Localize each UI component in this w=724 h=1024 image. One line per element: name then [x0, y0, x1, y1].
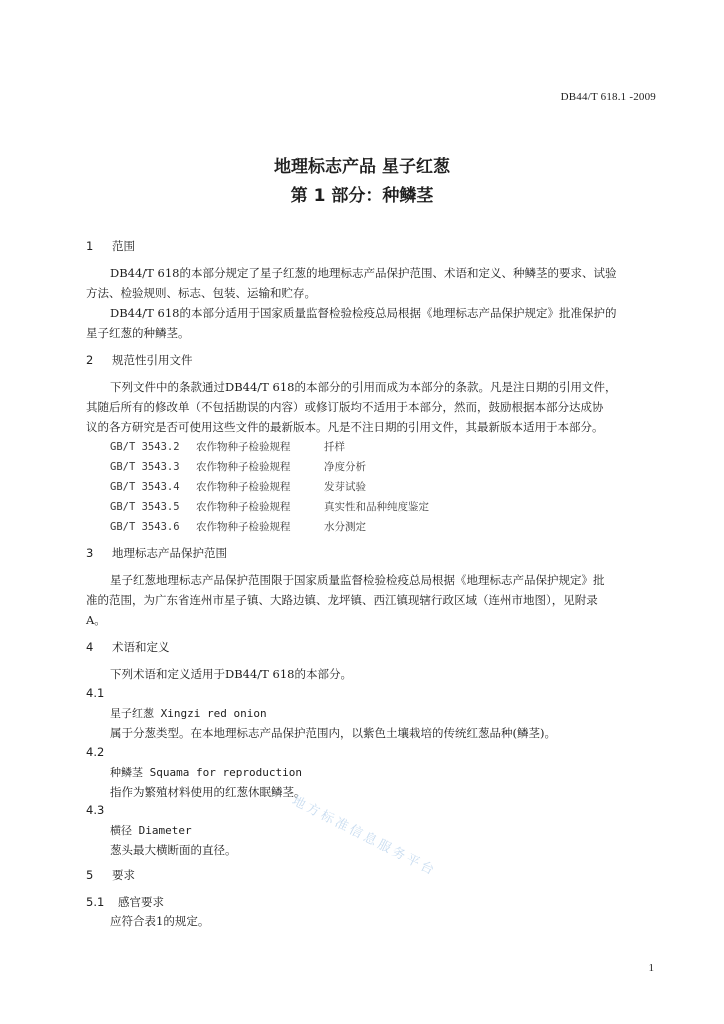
- term-name: 种鳞茎 Squama for reproduction: [110, 766, 302, 779]
- reference-part: 净度分析: [324, 461, 366, 473]
- term-number: 4.1: [86, 686, 105, 700]
- reference-name: 农作物种子检验规程: [196, 481, 291, 493]
- paragraph-line: 其随后所有的修改单（不包括勘误的内容）或修订版均不适用于本部分，然而，鼓励根据本部分达成协: [86, 400, 604, 414]
- subsection-title: 感官要求: [118, 895, 164, 909]
- document-id: DB44/T 618.1 -2009: [560, 91, 656, 103]
- subsection-heading: [86, 894, 164, 910]
- reference-name: 农作物种子检验规程: [196, 501, 291, 513]
- term-name: 横径 Diameter: [110, 824, 192, 837]
- reference-part: 真实性和品种纯度鉴定: [324, 501, 429, 513]
- term-definition: 葱头最大横断面的直径。: [110, 843, 237, 857]
- section-title: 地理标志产品保护范围: [112, 546, 227, 560]
- subsection-number: 5.1: [86, 895, 105, 909]
- paragraph-line: DB44/T 618的本部分适用于国家质量监督检验检疫总局根据《地理标志产品保护规定》批准保护的: [110, 306, 617, 320]
- page-number: 1: [648, 962, 654, 974]
- reference-name: 农作物种子检验规程: [196, 441, 291, 453]
- section-3-heading: [86, 545, 227, 561]
- section-title: 要求: [112, 868, 135, 882]
- reference-name: 农作物种子检验规程: [196, 521, 291, 533]
- reference-code: GB/T 3543.2: [110, 441, 180, 453]
- reference-item: [110, 439, 345, 454]
- paragraph-line: 议的各方研究是否可使用这些文件的最新版本。凡是不注日期的引用文件，其最新版本适用于本部分。: [86, 420, 604, 434]
- paragraph-line: A。: [86, 613, 106, 627]
- reference-item: [110, 479, 366, 494]
- section-number: 1: [86, 239, 94, 253]
- reference-name: 农作物种子检验规程: [196, 461, 291, 473]
- paragraph-line: 星子红葱地理标志产品保护范围限于国家质量监督检验检疫总局根据《地理标志产品保护规定》批: [110, 573, 605, 587]
- section-2-heading: [86, 352, 193, 368]
- document-title: 地理标志产品 星子红葱: [274, 157, 450, 177]
- section-number: 3: [86, 546, 94, 560]
- reference-item: [110, 459, 366, 474]
- reference-part: 水分测定: [324, 521, 366, 533]
- section-number: 4: [86, 640, 94, 654]
- term-definition: 指作为繁殖材料使用的红葱休眠鳞茎。: [110, 785, 306, 799]
- term-name: 星子红葱 Xingzi red onion: [110, 707, 267, 720]
- section-number: 2: [86, 353, 94, 367]
- document-subtitle: 第 1 部分：种鳞茎: [290, 186, 434, 206]
- watermark: 地方标准信息服务平台: [289, 793, 439, 880]
- section-number: 5: [86, 868, 94, 882]
- paragraph-line: DB44/T 618的本部分规定了星子红葱的地理标志产品保护范围、术语和定义、种鳞茎的要求、试验: [110, 266, 617, 280]
- reference-code: GB/T 3543.5: [110, 501, 180, 513]
- section-1-heading: [86, 238, 135, 254]
- reference-code: GB/T 3543.4: [110, 481, 180, 493]
- section-title: 规范性引用文件: [112, 353, 193, 367]
- reference-part: 发芽试验: [324, 481, 366, 493]
- paragraph-line: 下列术语和定义适用于DB44/T 618的本部分。: [110, 667, 352, 681]
- reference-item: [110, 519, 366, 534]
- term-number: 4.3: [86, 803, 105, 817]
- reference-code: GB/T 3543.3: [110, 461, 180, 473]
- reference-part: 扦样: [324, 441, 345, 453]
- reference-item: [110, 499, 429, 514]
- paragraph-line: 应符合表1的规定。: [110, 914, 210, 928]
- reference-code: GB/T 3543.6: [110, 521, 180, 533]
- paragraph-line: 星子红葱的种鳞茎。: [86, 326, 190, 340]
- section-title: 术语和定义: [112, 640, 170, 654]
- term-definition: 属于分葱类型。在本地理标志产品保护范围内，以紫色土壤栽培的传统红葱品种(鳞茎)。: [110, 726, 556, 740]
- section-5-heading: [86, 867, 135, 883]
- paragraph-line: 准的范围，为广东省连州市星子镇、大路边镇、龙坪镇、西江镇现辖行政区域（连州市地图），见附录: [86, 593, 598, 607]
- term-number: 4.2: [86, 745, 105, 759]
- section-4-heading: [86, 639, 170, 655]
- section-title: 范围: [112, 239, 135, 253]
- paragraph-line: 方法、检验规则、标志、包装、运输和贮存。: [86, 286, 316, 300]
- paragraph-line: 下列文件中的条款通过DB44/T 618的本部分的引用而成为本部分的条款。凡是注日期的引用文件，: [110, 380, 617, 394]
